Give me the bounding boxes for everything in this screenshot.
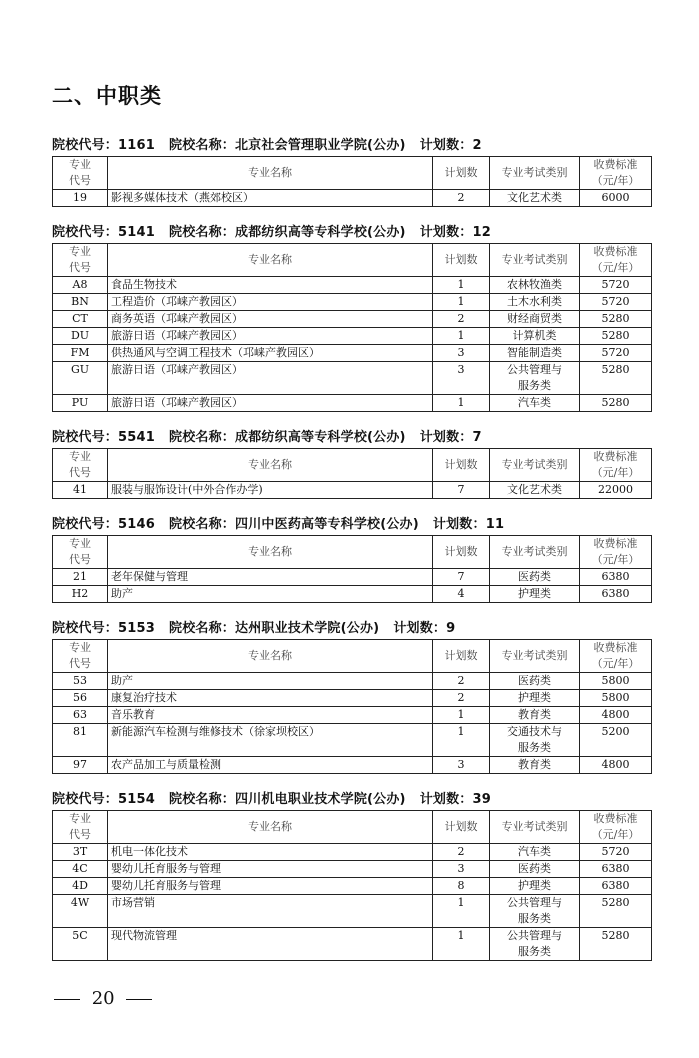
major-plan: 1 <box>432 277 489 294</box>
plan-count-label: 计划数： <box>432 517 486 532</box>
major-category: 公共管理与 服务类 <box>490 928 580 961</box>
plan-count-label: 计划数： <box>419 225 473 240</box>
major-name: 音乐教育 <box>108 707 433 724</box>
major-name: 农产品加工与质量检测 <box>108 757 433 774</box>
school-header <box>52 515 652 535</box>
major-fee: 5720 <box>580 294 652 311</box>
major-fee: 5800 <box>580 690 652 707</box>
school-header <box>52 428 652 448</box>
school-code: 5141 <box>118 225 155 240</box>
header-plan: 计划数 <box>432 640 489 673</box>
major-fee: 5280 <box>580 328 652 345</box>
header-plan: 计划数 <box>432 157 489 190</box>
school-code-label: 院校代号： <box>52 225 119 240</box>
major-plan: 7 <box>432 569 489 586</box>
table-header-row <box>53 536 652 569</box>
table-row <box>53 724 652 757</box>
major-name: 助产 <box>108 586 433 603</box>
header-plan: 计划数 <box>432 244 489 277</box>
header-fee: 收费标准 （元/年） <box>580 640 652 673</box>
school-code-label: 院校代号： <box>52 517 119 532</box>
table-row <box>53 690 652 707</box>
major-name: 老年保健与管理 <box>108 569 433 586</box>
major-category: 医药类 <box>490 673 580 690</box>
school-name: 四川机电职业技术学院(公办) <box>235 792 406 807</box>
table-row <box>53 311 652 328</box>
table-row <box>53 277 652 294</box>
major-plan: 3 <box>432 861 489 878</box>
major-category: 护理类 <box>490 690 580 707</box>
major-table <box>52 448 652 499</box>
major-category: 教育类 <box>490 757 580 774</box>
school-name-label: 院校名称： <box>169 138 236 153</box>
table-row <box>53 707 652 724</box>
major-category: 文化艺术类 <box>490 482 580 499</box>
section-title: 二、中职类 <box>52 84 162 108</box>
header-category: 专业考试类别 <box>490 157 580 190</box>
major-name: 旅游日语（邛崃产教园区） <box>108 395 433 412</box>
table-row <box>53 895 652 928</box>
school-block <box>52 428 652 499</box>
school-list <box>52 136 652 961</box>
header-code: 专业 代号 <box>53 157 108 190</box>
header-name: 专业名称 <box>108 536 433 569</box>
major-name: 服装与服饰设计(中外合作办学) <box>108 482 433 499</box>
table-row <box>53 878 652 895</box>
major-name: 食品生物技术 <box>108 277 433 294</box>
header-code: 专业 代号 <box>53 640 108 673</box>
school-header <box>52 223 652 243</box>
school-name: 成都纺织高等专科学校(公办) <box>235 430 406 445</box>
plan-count: 2 <box>472 138 482 153</box>
school-code-label: 院校代号： <box>52 138 119 153</box>
header-plan: 计划数 <box>432 811 489 844</box>
school-block <box>52 223 652 412</box>
school-name-label: 院校名称： <box>169 430 236 445</box>
major-plan: 7 <box>432 482 489 499</box>
major-category: 汽车类 <box>490 844 580 861</box>
major-table <box>52 535 652 603</box>
major-table <box>52 810 652 961</box>
major-code: 97 <box>53 757 108 774</box>
major-code: 21 <box>53 569 108 586</box>
school-name: 成都纺织高等专科学校(公办) <box>235 225 406 240</box>
major-plan: 2 <box>432 844 489 861</box>
major-code: 41 <box>53 482 108 499</box>
major-name: 市场营销 <box>108 895 433 928</box>
major-plan: 1 <box>432 895 489 928</box>
header-code: 专业 代号 <box>53 811 108 844</box>
header-fee: 收费标准 （元/年） <box>580 536 652 569</box>
major-plan: 2 <box>432 673 489 690</box>
school-name-label: 院校名称： <box>169 792 236 807</box>
plan-count-label: 计划数： <box>419 138 473 153</box>
header-category: 专业考试类别 <box>490 449 580 482</box>
major-plan: 1 <box>432 928 489 961</box>
plan-count-label: 计划数： <box>393 621 447 636</box>
major-fee: 5720 <box>580 277 652 294</box>
table-row <box>53 844 652 861</box>
major-category: 农林牧渔类 <box>490 277 580 294</box>
school-name: 北京社会管理职业学院(公办) <box>235 138 406 153</box>
header-fee: 收费标准 （元/年） <box>580 449 652 482</box>
major-code: 19 <box>53 190 108 207</box>
school-header <box>52 790 652 810</box>
table-row <box>53 190 652 207</box>
table-row <box>53 362 652 395</box>
major-fee: 5280 <box>580 928 652 961</box>
plan-count: 39 <box>472 792 492 807</box>
header-category: 专业考试类别 <box>490 811 580 844</box>
major-plan: 2 <box>432 690 489 707</box>
table-row <box>53 673 652 690</box>
table-row <box>53 757 652 774</box>
major-code: 81 <box>53 724 108 757</box>
school-block <box>52 790 652 961</box>
school-code-label: 院校代号： <box>52 621 119 636</box>
school-block <box>52 136 652 207</box>
header-name: 专业名称 <box>108 157 433 190</box>
header-name: 专业名称 <box>108 244 433 277</box>
major-name: 机电一体化技术 <box>108 844 433 861</box>
table-header-row <box>53 640 652 673</box>
major-plan: 3 <box>432 757 489 774</box>
major-plan: 1 <box>432 294 489 311</box>
table-row <box>53 345 652 362</box>
school-header <box>52 136 652 156</box>
major-code: DU <box>53 328 108 345</box>
header-fee: 收费标准 （元/年） <box>580 244 652 277</box>
major-table <box>52 156 652 207</box>
plan-count: 12 <box>472 225 492 240</box>
major-plan: 1 <box>432 724 489 757</box>
major-fee: 5280 <box>580 311 652 328</box>
plan-count: 11 <box>485 517 505 532</box>
major-fee: 5280 <box>580 395 652 412</box>
major-name: 婴幼儿托育服务与管理 <box>108 878 433 895</box>
major-code: GU <box>53 362 108 395</box>
table-row <box>53 861 652 878</box>
school-code-label: 院校代号： <box>52 430 119 445</box>
major-fee: 6380 <box>580 878 652 895</box>
major-fee: 6380 <box>580 586 652 603</box>
footer-dash-left <box>54 999 80 1000</box>
page-footer <box>48 988 158 1009</box>
major-name: 商务英语（邛崃产教园区） <box>108 311 433 328</box>
major-category: 文化艺术类 <box>490 190 580 207</box>
major-code: A8 <box>53 277 108 294</box>
table-header-row <box>53 244 652 277</box>
table-header-row <box>53 449 652 482</box>
major-fee: 5800 <box>580 673 652 690</box>
plan-count-label: 计划数： <box>419 430 473 445</box>
table-header-row <box>53 157 652 190</box>
major-table <box>52 639 652 774</box>
major-fee: 5280 <box>580 362 652 395</box>
table-row <box>53 928 652 961</box>
table-row <box>53 482 652 499</box>
major-category: 护理类 <box>490 586 580 603</box>
header-code: 专业 代号 <box>53 536 108 569</box>
major-fee: 4800 <box>580 707 652 724</box>
header-fee: 收费标准 （元/年） <box>580 811 652 844</box>
school-code: 5146 <box>118 517 155 532</box>
header-plan: 计划数 <box>432 536 489 569</box>
major-name: 康复治疗技术 <box>108 690 433 707</box>
major-code: 56 <box>53 690 108 707</box>
major-plan: 2 <box>432 311 489 328</box>
table-row <box>53 395 652 412</box>
major-code: 4D <box>53 878 108 895</box>
major-code: BN <box>53 294 108 311</box>
major-code: CT <box>53 311 108 328</box>
major-category: 计算机类 <box>490 328 580 345</box>
table-row <box>53 569 652 586</box>
major-name: 旅游日语（邛崃产教园区） <box>108 328 433 345</box>
school-code: 5154 <box>118 792 155 807</box>
table-row <box>53 328 652 345</box>
major-category: 智能制造类 <box>490 345 580 362</box>
major-plan: 4 <box>432 586 489 603</box>
school-code: 5153 <box>118 621 155 636</box>
major-category: 汽车类 <box>490 395 580 412</box>
school-name: 达州职业技术学院(公办) <box>235 621 380 636</box>
major-fee: 5720 <box>580 844 652 861</box>
header-category: 专业考试类别 <box>490 536 580 569</box>
major-category: 财经商贸类 <box>490 311 580 328</box>
major-plan: 1 <box>432 395 489 412</box>
major-name: 旅游日语（邛崃产教园区） <box>108 362 433 395</box>
major-fee: 6380 <box>580 569 652 586</box>
major-name: 影视多媒体技术（燕郊校区） <box>108 190 433 207</box>
major-code: H2 <box>53 586 108 603</box>
major-name: 新能源汽车检测与维修技术（徐家坝校区） <box>108 724 433 757</box>
school-header <box>52 619 652 639</box>
major-table <box>52 243 652 412</box>
major-name: 婴幼儿托育服务与管理 <box>108 861 433 878</box>
major-code: 3T <box>53 844 108 861</box>
header-name: 专业名称 <box>108 811 433 844</box>
major-code: 4W <box>53 895 108 928</box>
major-name: 现代物流管理 <box>108 928 433 961</box>
school-code-label: 院校代号： <box>52 792 119 807</box>
footer-dash-right <box>126 999 152 1000</box>
major-name: 供热通风与空调工程技术（邛崃产教园区） <box>108 345 433 362</box>
header-category: 专业考试类别 <box>490 244 580 277</box>
major-fee: 22000 <box>580 482 652 499</box>
header-plan: 计划数 <box>432 449 489 482</box>
plan-count: 9 <box>446 621 456 636</box>
major-category: 教育类 <box>490 707 580 724</box>
major-code: 5C <box>53 928 108 961</box>
major-code: 63 <box>53 707 108 724</box>
school-name-label: 院校名称： <box>169 225 236 240</box>
school-code: 5541 <box>118 430 155 445</box>
plan-count: 7 <box>472 430 482 445</box>
school-block <box>52 619 652 774</box>
header-code: 专业 代号 <box>53 244 108 277</box>
major-code: 53 <box>53 673 108 690</box>
major-fee: 4800 <box>580 757 652 774</box>
major-category: 医药类 <box>490 569 580 586</box>
table-row <box>53 586 652 603</box>
major-fee: 5720 <box>580 345 652 362</box>
major-name: 工程造价（邛崃产教园区） <box>108 294 433 311</box>
table-header-row <box>53 811 652 844</box>
page-number: 20 <box>91 988 115 1009</box>
major-category: 医药类 <box>490 861 580 878</box>
major-plan: 1 <box>432 328 489 345</box>
school-code: 1161 <box>118 138 155 153</box>
header-fee: 收费标准 （元/年） <box>580 157 652 190</box>
major-plan: 3 <box>432 362 489 395</box>
major-category: 公共管理与 服务类 <box>490 895 580 928</box>
school-name: 四川中医药高等专科学校(公办) <box>235 517 419 532</box>
school-name-label: 院校名称： <box>169 621 236 636</box>
table-row <box>53 294 652 311</box>
major-code: PU <box>53 395 108 412</box>
major-plan: 3 <box>432 345 489 362</box>
major-category: 交通技术与 服务类 <box>490 724 580 757</box>
major-category: 护理类 <box>490 878 580 895</box>
major-plan: 8 <box>432 878 489 895</box>
plan-count-label: 计划数： <box>419 792 473 807</box>
header-code: 专业 代号 <box>53 449 108 482</box>
header-category: 专业考试类别 <box>490 640 580 673</box>
major-category: 土木水利类 <box>490 294 580 311</box>
major-fee: 5200 <box>580 724 652 757</box>
header-name: 专业名称 <box>108 449 433 482</box>
major-code: FM <box>53 345 108 362</box>
major-fee: 6000 <box>580 190 652 207</box>
major-code: 4C <box>53 861 108 878</box>
document-page <box>52 82 652 977</box>
major-category: 公共管理与 服务类 <box>490 362 580 395</box>
school-name-label: 院校名称： <box>169 517 236 532</box>
major-plan: 2 <box>432 190 489 207</box>
major-name: 助产 <box>108 673 433 690</box>
header-name: 专业名称 <box>108 640 433 673</box>
major-fee: 6380 <box>580 861 652 878</box>
major-fee: 5280 <box>580 895 652 928</box>
school-block <box>52 515 652 603</box>
major-plan: 1 <box>432 707 489 724</box>
